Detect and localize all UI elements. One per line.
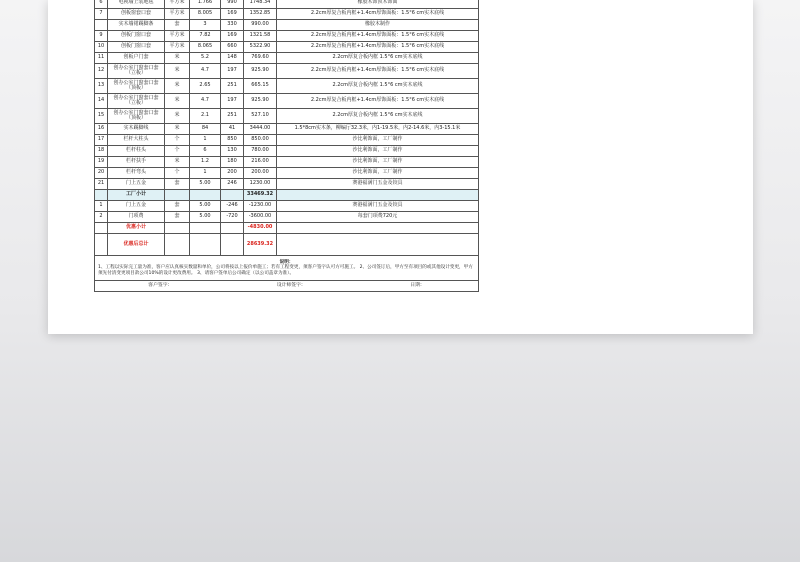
cell-unit: 平方米 [165, 42, 190, 53]
table-row [95, 146, 479, 157]
table-row [95, 64, 479, 79]
cell-no: 16 [95, 124, 108, 135]
cell-name: 门项费 [108, 212, 165, 223]
cell-name: 创办公室门窗套口套（立板） [108, 94, 165, 109]
cell-name: 门上五金 [108, 201, 165, 212]
cell-note: 沙比利饰面，工厂制作 [277, 157, 479, 168]
cell-qty: 5.2 [190, 53, 221, 64]
cell-unit: 米 [165, 64, 190, 79]
cell-amount: 769.60 [244, 53, 277, 64]
cell-name: 栏杆柱头 [108, 146, 165, 157]
notes-cell [95, 256, 479, 281]
cell-name: 电视墙上装地毯 [108, 0, 165, 9]
cell-qty: 1.2 [190, 157, 221, 168]
cell-note: 橡胶木饰顶木饰面 [277, 0, 479, 9]
cell-unit: 米 [165, 157, 190, 168]
item-rows [95, 0, 479, 190]
cell-price: 197 [221, 64, 244, 79]
table-row [95, 135, 479, 146]
cell-no: 14 [95, 94, 108, 109]
cell-price: 330 [221, 20, 244, 31]
cell-note: 赛港福满门五金及铰具 [277, 201, 479, 212]
cell-no: 10 [95, 42, 108, 53]
cell-unit: 平方米 [165, 9, 190, 20]
cell-amount: 527.10 [244, 109, 277, 124]
cell-name: 创办公室门窗套口套（顶板） [108, 109, 165, 124]
cell-note: 2.2cm厚复合板内框+1.4cm厚饰面板：1.5°6 cm实木底线 [277, 64, 479, 79]
cell-unit: 个 [165, 168, 190, 179]
cell-amount: 925.90 [244, 94, 277, 109]
cell-amount: 990.00 [244, 20, 277, 31]
table-row [95, 79, 479, 94]
cell-note: 橡胶木制作 [277, 20, 479, 31]
cell-note: 2.2cm厚复合板内框+1.4cm厚饰面板：1.5°6 cm实木底线 [277, 94, 479, 109]
cell-no: 13 [95, 79, 108, 94]
table-row [95, 31, 479, 42]
cell-price: 197 [221, 94, 244, 109]
cell-no: 21 [95, 179, 108, 190]
cell-amount: 216.00 [244, 157, 277, 168]
cell-qty: 84 [190, 124, 221, 135]
cell-name: 实木踢脚线 [108, 124, 165, 135]
cell-qty: 4.7 [190, 94, 221, 109]
table-row [95, 201, 479, 212]
cell-qty: 1 [190, 135, 221, 146]
cell-qty: 4.7 [190, 64, 221, 79]
date-label: 日期： [410, 283, 425, 289]
table-row [95, 124, 479, 135]
cell-note: 沙比利饰面，工厂制作 [277, 135, 479, 146]
cell-qty: 3 [190, 20, 221, 31]
cell-unit: 米 [165, 94, 190, 109]
cell-price: 200 [221, 168, 244, 179]
cell-qty: 2.65 [190, 79, 221, 94]
cell-no: 9 [95, 31, 108, 42]
table-row [95, 9, 479, 20]
cell-note: 2.2cm厚复合板内框+1.4cm厚饰面板：1.5°6 cm实木底线 [277, 42, 479, 53]
table-row [95, 212, 479, 223]
cell-name: 实木墙裙踢脚条 [108, 20, 165, 31]
cell-price: 246 [221, 179, 244, 190]
cell-qty: 6 [190, 146, 221, 157]
final-total-amount: 28639.32 [244, 234, 277, 256]
cell-note: 沙比利饰面，工厂制作 [277, 146, 479, 157]
cell-amount: -3600.00 [244, 212, 277, 223]
cell-amount: 200.00 [244, 168, 277, 179]
cell-unit: 个 [165, 135, 190, 146]
table-row [95, 20, 479, 31]
discount-total-label: 优惠小计 [108, 223, 165, 234]
cell-amount: 925.90 [244, 64, 277, 79]
discount-total-amount: -4830.00 [244, 223, 277, 234]
cell-qty: 1 [190, 168, 221, 179]
cell-qty: 2.1 [190, 109, 221, 124]
cell-price: 251 [221, 109, 244, 124]
cell-note: 2.2cm厚复合板内框 1.5°6 cm实木底线 [277, 79, 479, 94]
cell-unit: 米 [165, 124, 190, 135]
cell-qty: 5.00 [190, 179, 221, 190]
cell-unit: 米 [165, 109, 190, 124]
cell-unit: 平方米 [165, 31, 190, 42]
cell-qty: 1.766 [190, 0, 221, 9]
cell-price: 990 [221, 0, 244, 9]
cell-no: 20 [95, 168, 108, 179]
cell-qty: 8.065 [190, 42, 221, 53]
cell-no: 18 [95, 146, 108, 157]
cell-qty: 7.82 [190, 31, 221, 42]
cell-amount: 665.15 [244, 79, 277, 94]
final-total-label: 优惠后总计 [108, 234, 165, 256]
cell-no: 12 [95, 64, 108, 79]
cell-note: 2.2cm厚复合板内框+1.4cm厚饰面板：1.5°6 cm实木底线 [277, 31, 479, 42]
subtotal-row [95, 190, 479, 201]
cell-name: 栏杆大柱头 [108, 135, 165, 146]
cell-price: 41 [221, 124, 244, 135]
cell-qty: 5.00 [190, 212, 221, 223]
cell-unit: 套 [165, 20, 190, 31]
table-row [95, 109, 479, 124]
cell-note: 每套门项费720元 [277, 212, 479, 223]
discount-total-row [95, 223, 479, 234]
cell-name: 栏杆弯头 [108, 168, 165, 179]
cell-note: 2.2cm厚复合板内框+1.4cm厚饰面板：1.5°6 cm实木底线 [277, 9, 479, 20]
cell-name: 创办公室门窗套口套（顶板） [108, 79, 165, 94]
cell-no: 1 [95, 201, 108, 212]
notes-text: 1、工程以实际完工量为准，客户应认真核实数量和单价，公司将按以上报价单施工；若有工程变更，须客户签字认可方可施工。 2、公司签订后，甲方至有项目的或其他设计变更，甲方须先付清变更项目款公司10%的设计更改费用。 3、请客户签单后公司确定（以公司盖章为准）。 [98, 265, 473, 276]
cell-amount: 850.00 [244, 135, 277, 146]
cell-name: 创板门窗口套 [108, 31, 165, 42]
cell-name: 创板窗套口套 [108, 9, 165, 20]
notes-row [95, 256, 479, 281]
discount-rows [95, 201, 479, 223]
table-row [95, 168, 479, 179]
cell-amount: -1230.00 [244, 201, 277, 212]
cell-amount: 1352.85 [244, 9, 277, 20]
table-row [95, 94, 479, 109]
table-row [95, 0, 479, 9]
cell-note: 赛港福满门五金及铰具 [277, 179, 479, 190]
cell-qty: 5.00 [190, 201, 221, 212]
cell-amount: 1748.34 [244, 0, 277, 9]
cell-amount: 5322.90 [244, 42, 277, 53]
cell-note: 1.5*8cm实木条，柳编厅32.3米，内1-19.5米，内2-14.6米，内3-15.1米 [277, 124, 479, 135]
cell-price: 148 [221, 53, 244, 64]
cell-name: 创办公室门窗套口套（立板） [108, 64, 165, 79]
cell-name: 栏杆扶手 [108, 157, 165, 168]
cell-price: 660 [221, 42, 244, 53]
cell-no: 7 [95, 9, 108, 20]
document-page [48, 0, 753, 334]
client-signature-label: 客户签字： [148, 283, 173, 289]
cell-unit: 米 [165, 53, 190, 64]
cell-price: 180 [221, 157, 244, 168]
cell-unit: 米 [165, 79, 190, 94]
cell-amount: 3444.00 [244, 124, 277, 135]
cell-name: 创板户门套 [108, 53, 165, 64]
cell-no: 2 [95, 212, 108, 223]
cell-note: 沙比利饰面，工厂制作 [277, 168, 479, 179]
cell-note: 2.2cm厚复合板内框 1.5°6 cm实木底线 [277, 109, 479, 124]
cell-no: 11 [95, 53, 108, 64]
cell-unit: 套 [165, 179, 190, 190]
cell-price: 251 [221, 79, 244, 94]
cell-no: 19 [95, 157, 108, 168]
cell-no: 17 [95, 135, 108, 146]
table-row [95, 157, 479, 168]
cell-amount: 780.00 [244, 146, 277, 157]
cell-price: 850 [221, 135, 244, 146]
subtotal-amount: 33469.32 [244, 190, 277, 201]
designer-signature-label: 设计师签字： [276, 283, 306, 289]
cell-unit: 套 [165, 201, 190, 212]
cell-amount: 1230.00 [244, 179, 277, 190]
table-row [95, 53, 479, 64]
cell-unit: 套 [165, 212, 190, 223]
notes-title: 说明： [279, 259, 294, 265]
cell-no: 6 [95, 0, 108, 9]
signature-row [95, 281, 479, 292]
cell-amount: 1321.58 [244, 31, 277, 42]
cell-unit: 平方米 [165, 0, 190, 9]
cell-price: 169 [221, 31, 244, 42]
cell-no [95, 20, 108, 31]
subtotal-label: 工厂小计 [108, 190, 165, 201]
quotation-table [94, 0, 479, 292]
cell-price: 169 [221, 9, 244, 20]
table-row [95, 179, 479, 190]
cell-name: 创板门窗口套 [108, 42, 165, 53]
cell-price: -246 [221, 201, 244, 212]
cell-price: -720 [221, 212, 244, 223]
cell-no: 15 [95, 109, 108, 124]
cell-price: 130 [221, 146, 244, 157]
table-row [95, 42, 479, 53]
cell-note: 2.2cm厚复合板内框 1.5°6 cm实木底线 [277, 53, 479, 64]
final-total-row [95, 234, 479, 256]
cell-unit: 个 [165, 146, 190, 157]
cell-name: 门上五金 [108, 179, 165, 190]
cell-qty: 8.005 [190, 9, 221, 20]
